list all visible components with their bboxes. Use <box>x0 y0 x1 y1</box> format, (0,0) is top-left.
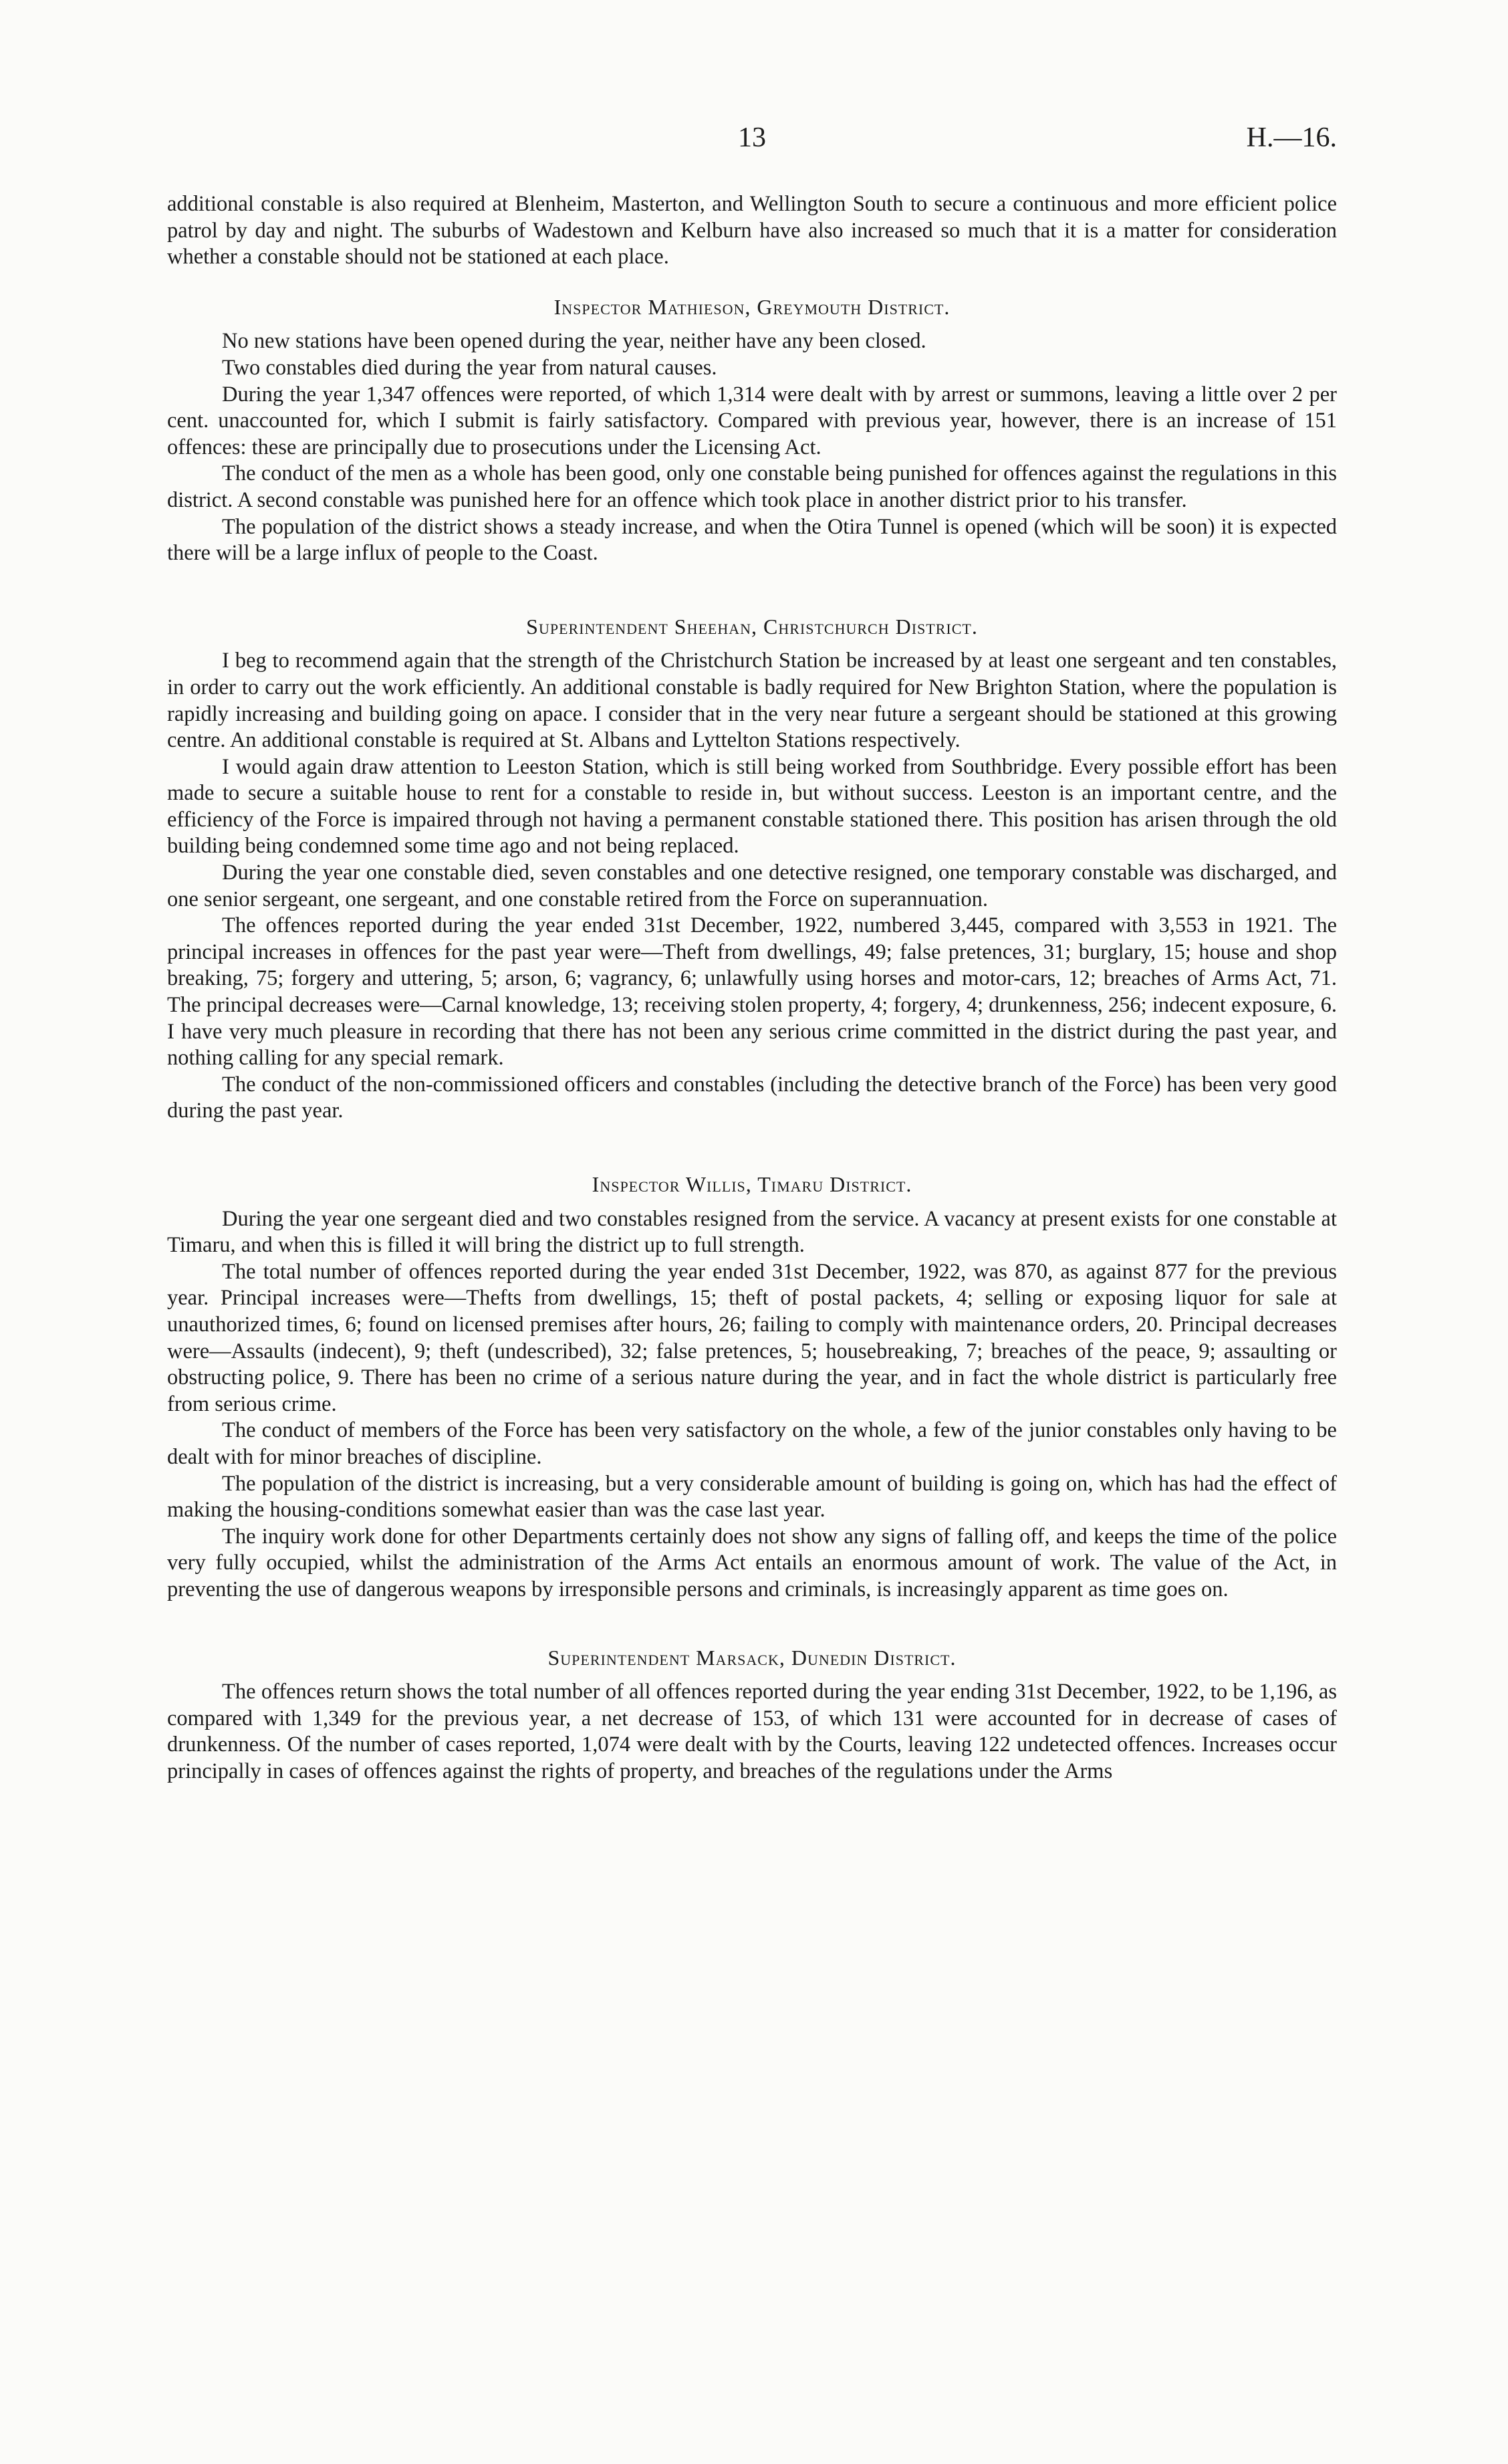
intro-paragraph: additional constable is also required at Blenheim, Masterton, and Wellington South to secure a continuous and more efficient police patrol by day and night. The suburbs of Wadestown and Kelburn have also increased so much that it is a matter for consideration whether a constable should not be stationed at each place. <box>167 192 1337 269</box>
paragraph: During the year 1,347 offences were reported, of which 1,314 were dealt with by arrest or summons, leaving a little over 2 per cent. unaccounted for, which I submit is fairly satisfactory. Compared with previous year, however, there is an increase of 151 offences: these are principally due to prosecutions under the Licensing Act. <box>167 382 1337 459</box>
paragraph: No new stations have been opened during the year, neither have any been closed. <box>222 329 926 354</box>
paragraph: The conduct of the non-commissioned officers and constables (including the detective branch of the Force) has been very good during the past year. <box>167 1072 1337 1123</box>
section-heading-christchurch: Superintendent Sheehan, Christchurch District. <box>526 614 978 639</box>
paragraph: The population of the district is increasing, but a very considerable amount of building is going on, which has had the effect of making the housing-conditions somewhat easier than was the case last year. <box>167 1471 1337 1523</box>
document-body <box>167 191 1337 1785</box>
paragraph: Two constables died during the year from natural causes. <box>222 355 717 380</box>
paragraph: The conduct of the men as a whole has been good, only one constable being punished for offences against the regulations in this district. A second constable was punished here for an offence which took place in another district prior to his transfer. <box>167 461 1337 512</box>
paragraph: The total number of offences reported during the year ended 31st December, 1922, was 870, as against 877 for the previous year. Principal increases were—Thefts from dwellings, 15; theft of postal packets, 4; selling or exposing liquor for sale at unauthorized times, 6; found on licensed premises after hours, 26; failing to comply with maintenance orders, 20. Principal decreases were—Assaults (indecent), 9; theft (undescribed), 32; false pretences, 5; housebreaking, 7; breaches of the peace, 9; assaulting or obstructing police, 9. There has been no crime of a serious nature during the year, and in fact the whole district is particularly free from serious crime. <box>167 1259 1337 1416</box>
document-reference: H.—16. <box>1246 122 1337 153</box>
page-number: 13 <box>738 122 766 153</box>
section-heading-dunedin: Superintendent Marsack, Dunedin District. <box>547 1645 957 1670</box>
page-header <box>167 122 1337 162</box>
paragraph: During the year one constable died, seven constables and one detective resigned, one temporary constable was discharged, and one senior sergeant, one sergeant, and one constable retired from the Force on superannuation. <box>167 861 1337 911</box>
paragraph: I beg to recommend again that the strength of the Christchurch Station be increased by at least one sergeant and ten constables, in order to carry out the work efficiently. An additional constable is badly required for New Brighton Station, where the population is rapidly increasing and building going on apace. I consider that in the very near future a sergeant should be stationed at this growing centre. An additional constable is required at St. Albans and Lyttelton Stations respectively. <box>167 649 1337 753</box>
section-heading-greymouth: Inspector Mathieson, Greymouth District. <box>553 294 951 319</box>
paragraph: I would again draw attention to Leeston Station, which is still being worked from Southbridge. Every possible effort has been made to secure a suitable house to rent for a constable to reside in, but without success. Leeston is an important centre, and the efficiency of the Force is impaired through not having a permanent constable stationed there. This position has arisen through the old building being condemned some time ago and not being replaced. <box>167 754 1337 859</box>
paragraph: The offences return shows the total number of all offences reported during the year ending 31st December, 1922, to be 1,196, as compared with 1,349 for the previous year, a net decrease of 153, of which 131 were accounted for in decrease of cases of drunkenness. Of the number of cases reported, 1,074 were dealt with by the Courts, leaving 122 undetected offences. Increases occur principally in cases of offences against the rights of property, and breaches of the regulations under the Arms <box>167 1680 1337 1783</box>
paragraph: The offences reported during the year ended 31st December, 1922, numbered 3,445, compared with 3,553 in 1921. The principal increases in offences for the past year were—Theft from dwellings, 49; false pretences, 31; burglary, 15; house and shop breaking, 75; forgery and uttering, 5; arson, 6; vagrancy, 6; unlawfully using horses and motor-cars, 12; breaches of Arms Act, 71. The principal decreases were—Carnal knowledge, 13; receiving stolen property, 4; forgery, 4; drunkenness, 256; indecent exposure, 6. I have very much pleasure in recording that there has not been any serious crime committed in the district during the past year, and nothing calling for any special remark. <box>167 913 1337 1071</box>
paragraph: During the year one sergeant died and two constables resigned from the service. A vacancy at present exists for one constable at Timaru, and when this is filled it will bring the district up to full strength. <box>167 1206 1337 1258</box>
section-heading-timaru: Inspector Willis, Timaru District. <box>592 1172 912 1196</box>
paragraph: The population of the district shows a steady increase, and when the Otira Tunnel is opened (which will be soon) it is expected there will be a large influx of people to the Coast. <box>167 514 1337 566</box>
paragraph: The conduct of members of the Force has been very satisfactory on the whole, a few of the junior constables only having to be dealt with for minor breaches of discipline. <box>167 1418 1337 1469</box>
paragraph: The inquiry work done for other Departments certainly does not show any signs of falling off, and keeps the time of the police very fully occupied, whilst the administration of the Arms Act entails an enormous amount of work. The value of the Act, in preventing the use of dangerous weapons by irresponsible persons and criminals, is increasingly apparent as time goes on. <box>167 1524 1337 1601</box>
